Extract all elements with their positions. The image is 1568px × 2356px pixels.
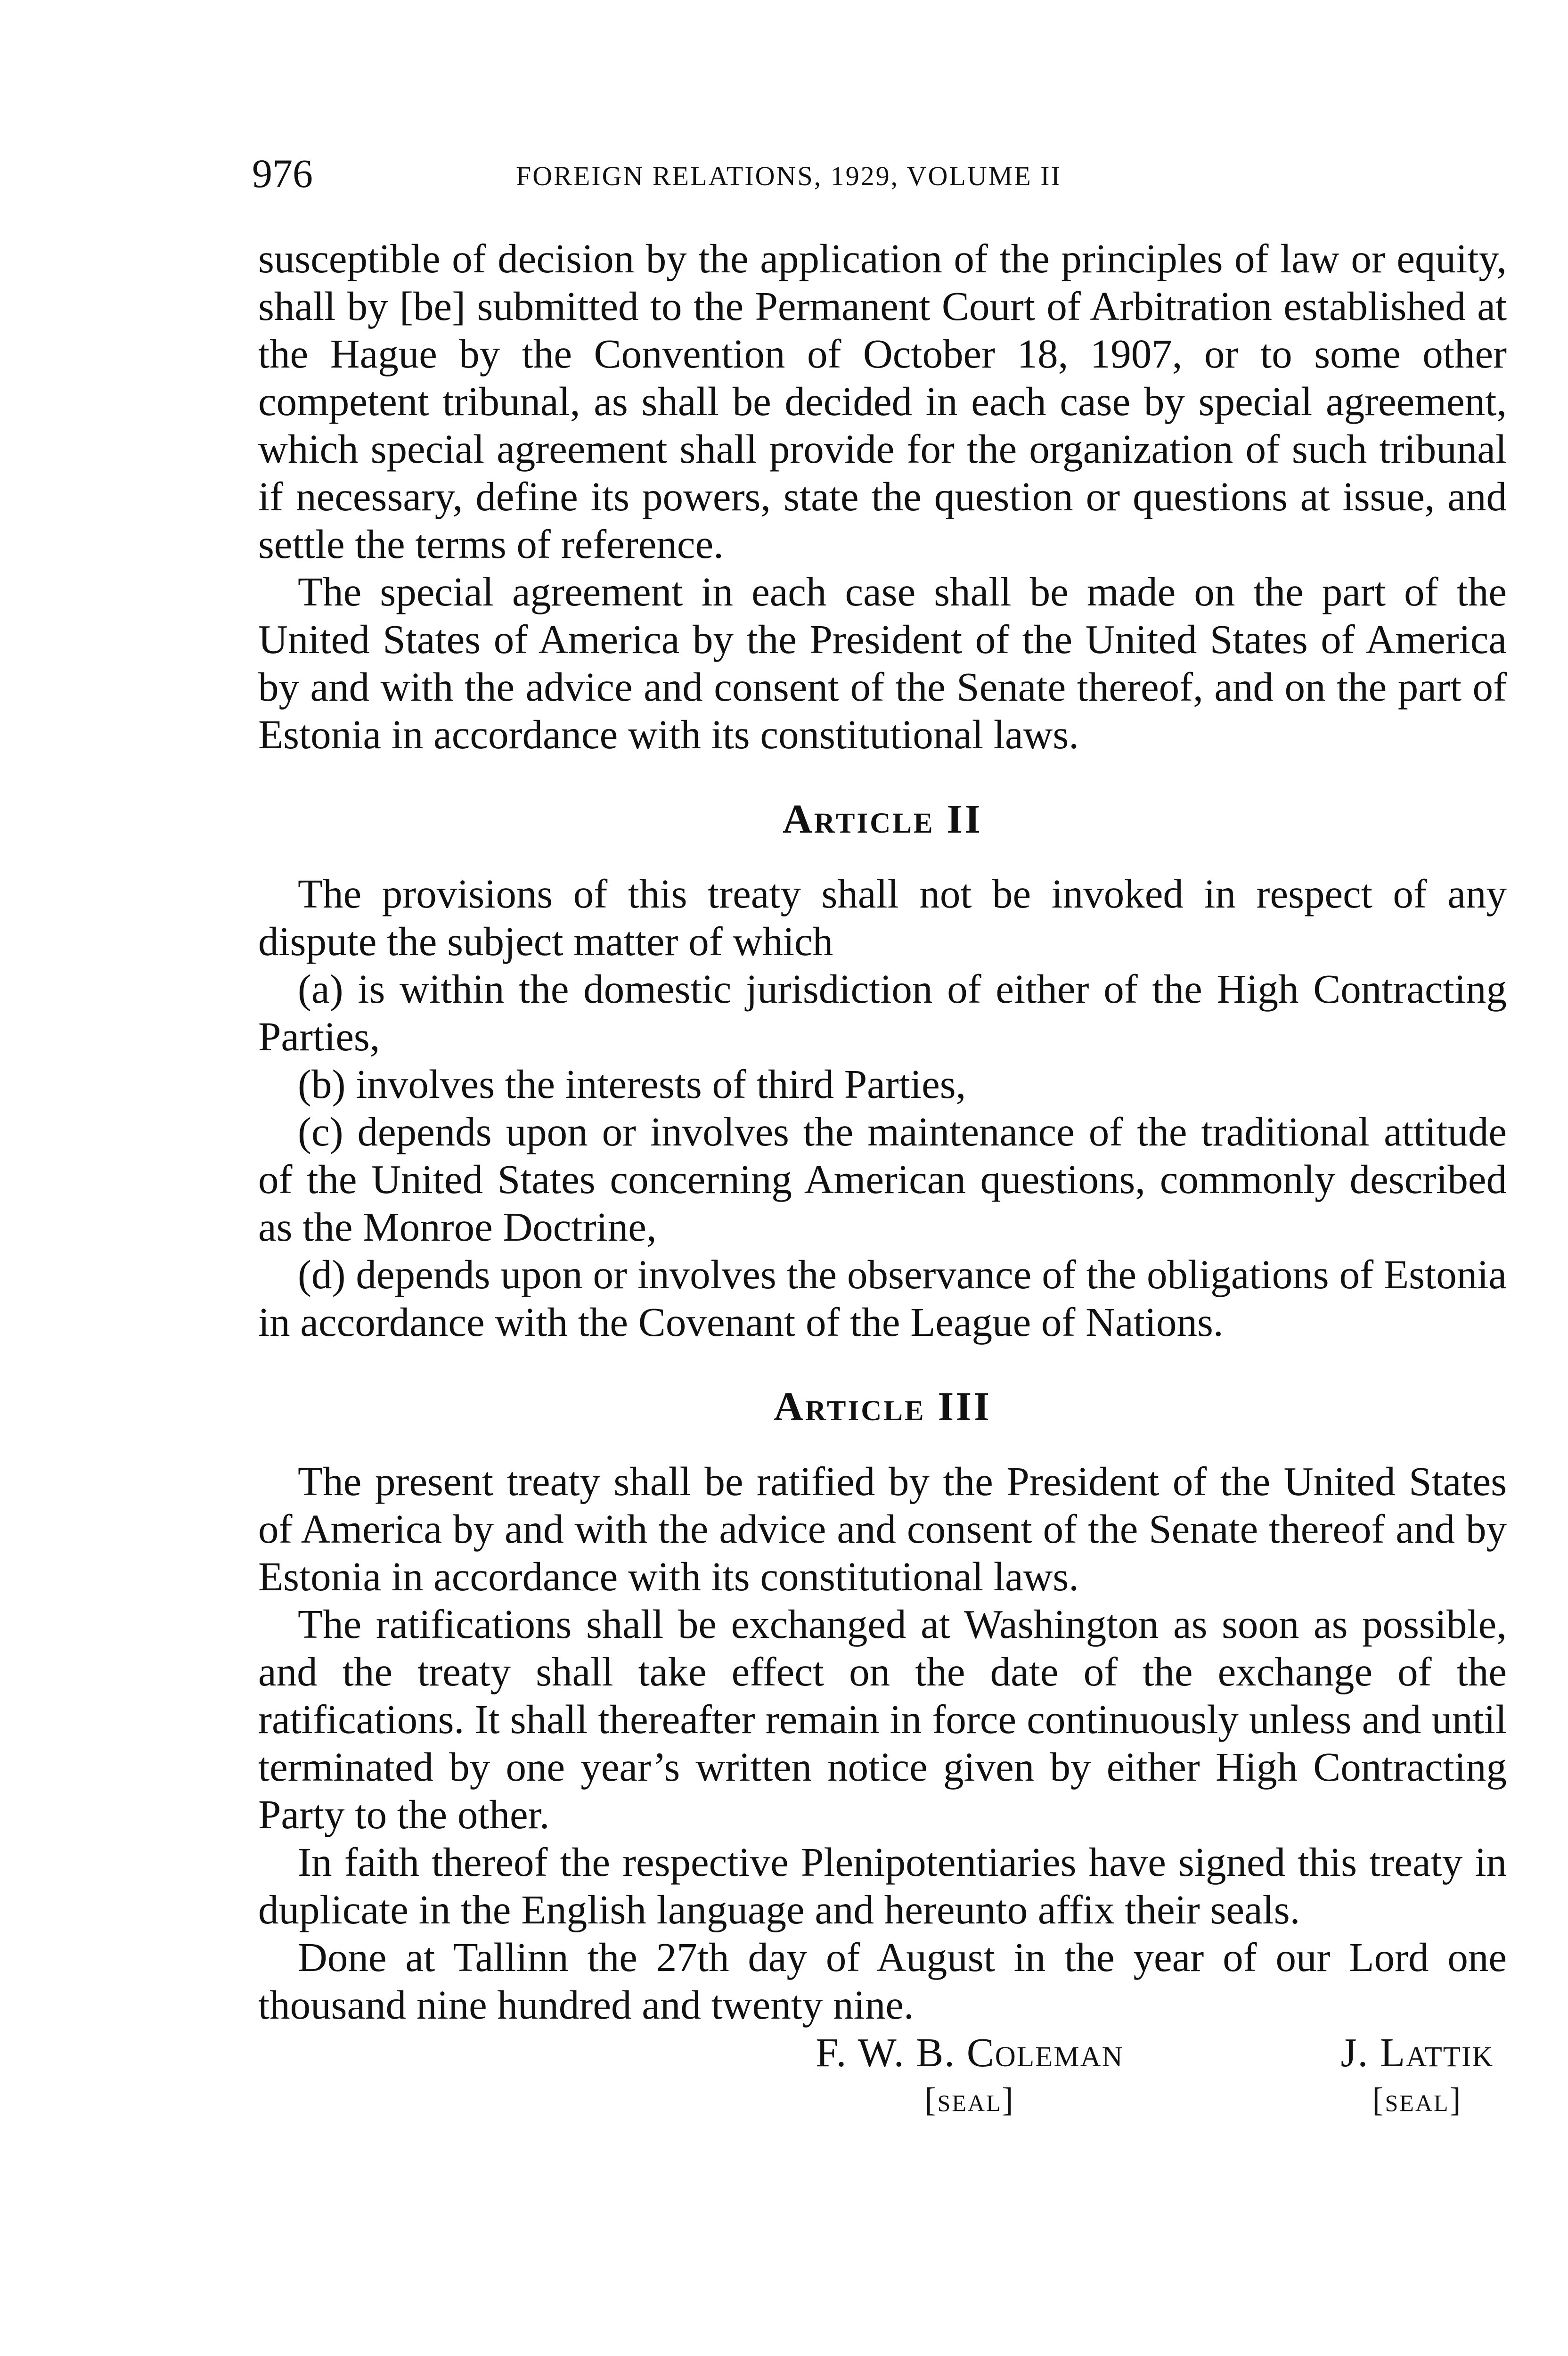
article-iii-in-faith: In faith thereof the respective Plenipotentiaries have signed this treaty in duplicate in the English language and hereunto affix their seals. (258, 1839, 1507, 1932)
article-ii-item-c: (c) depends upon or involves the maintenance of the traditional attitude of the United States concerning American questions, commonly described as the Monroe Doctrine, (258, 1109, 1507, 1250)
article-iii-heading-text: Article III (774, 1383, 991, 1429)
article-ii-heading (258, 758, 1507, 870)
article-iii-heading (258, 1346, 1507, 1457)
seal-label: [seal] (924, 2081, 1015, 2119)
signature-block (258, 2029, 1507, 2127)
article-iii-ratification: The present treaty shall be ratified by the President of the United States of America by and with the advice and consent of the Senate thereof and by Estonia in accordance with its constitutional laws. (258, 1458, 1507, 1599)
paragraph-special-agreement: The special agreement in each case shall be made on the part of the United States of America by the President of the United States of America by and with the advice and consent of the Senate thereof, and on the part of Estonia in accordance with its constitutional laws. (258, 569, 1507, 757)
signature-coleman (758, 2029, 1182, 2124)
article-iii-exchange: The ratifications shall be exchanged at Washington as soon as possible, and the treaty shall take effect on the date of the exchange of the ratifications. It shall thereafter remain in force continuously unless and until terminated by one year’s written notice given by either High Contracting Party to the other. (258, 1601, 1507, 1837)
signature-lattik (1309, 2029, 1526, 2124)
article-ii-item-d: (d) depends upon or involves the observance of the obligations of Estonia in accordance with the Covenant of the League of Nations. (258, 1252, 1507, 1345)
article-ii-item-a: (a) is within the domestic jurisdiction of either of the High Contracting Parties, (258, 966, 1507, 1059)
page-number: 976 (252, 151, 313, 196)
running-title: FOREIGN RELATIONS, 1929, VOLUME II (516, 161, 1062, 191)
article-ii-heading-text: Article II (782, 796, 983, 842)
page-header (252, 150, 1505, 202)
article-ii-item-b: (b) involves the interests of third Parties, (298, 1061, 966, 1107)
signatory-name: F. W. B. Coleman (816, 2029, 1124, 2075)
paragraph-continued: susceptible of decision by the application of the principles of law or equity, shall by [be] submitted to the Permanent Court of Arbitration established at the Hague by the Convention of October 18, 1907, or to some other competent tribunal, as shall be decided in each case by special agreement, which special agreement shall provide for the organization of such tribunal if necessary, define its powers, state the question or questions at issue, and settle the terms of reference. (258, 236, 1507, 567)
document-body (258, 235, 1507, 2127)
article-iii-done-at: Done at Tallinn the 27th day of August in the year of our Lord one thousand nine hundred and twenty nine. (258, 1934, 1507, 2028)
seal-label: [seal] (1372, 2081, 1462, 2119)
signatory-name: J. Lattik (1340, 2029, 1494, 2075)
article-ii-intro: The provisions of this treaty shall not be invoked in respect of any dispute the subject matter of which (258, 871, 1507, 964)
